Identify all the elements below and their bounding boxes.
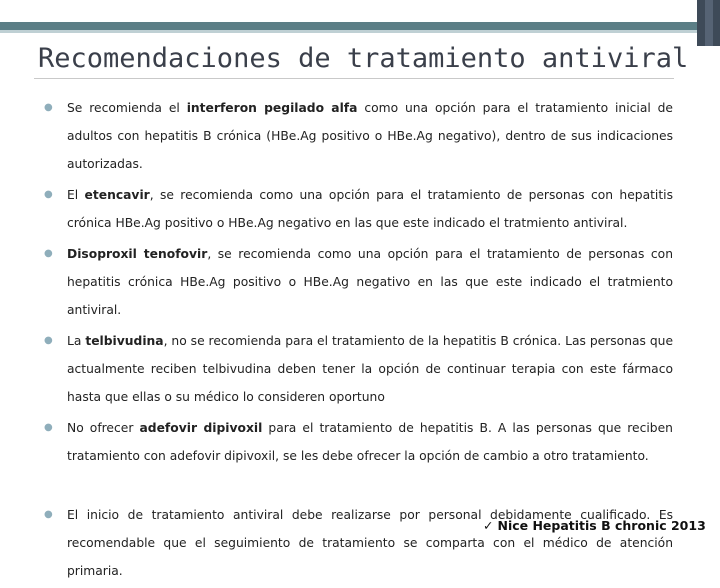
bullet-dot-icon: ●: [44, 335, 53, 346]
bullet-dot-icon: ●: [44, 102, 53, 113]
bullet-dot-icon: ●: [44, 422, 53, 433]
bullet-drug-name: adefovir dipivoxil: [139, 421, 263, 435]
bullet-dot-icon: ●: [44, 189, 53, 200]
bullet-drug-name: telbivudina: [85, 334, 164, 348]
bullet-text: , se recomienda como una opción para el tratamiento de personas con hepatitis crónica HBe.Ag positivo o HBe.Ag negativo en las que este indicado el tratmiento antiviral.: [67, 188, 673, 230]
header-band: [0, 22, 697, 30]
bullet-item: [44, 414, 673, 470]
check-icon: ✓: [483, 518, 494, 533]
bullet-text: para el tratamiento de hepatitis B. A las personas que reciben tratamiento con adefovir dipivoxil, se les debe ofrecer la opción de cambio a otro tratamiento.: [67, 421, 673, 463]
bullet-text: , no se recomienda para el tratamiento de la hepatitis B crónica. Las personas que actualmente reciben telbivudina deben tener la opción de continuar terapia con este fármaco hasta que ellas o su médico lo consideren oportuno: [67, 334, 674, 404]
title-divider: [34, 78, 674, 79]
bullet-text: , se recomienda como una opción para el tratamiento de personas con hepatitis crónica HBe.Ag positivo o HBe.Ag negativo en las que este indicado el tratmiento antiviral.: [67, 247, 673, 317]
bullet-text: como una opción para el tratamiento inicial de adultos con hepatitis B crónica (HBe.Ag positivo o HBe.Ag negativo), dentro de sus indicaciones autorizadas.: [67, 101, 674, 171]
bullet-item: [44, 94, 674, 178]
citation-text: Nice Hepatitis B chronic 2013: [497, 518, 706, 533]
bullet-list: [44, 94, 674, 588]
bullet-text: Se recomienda el: [67, 101, 187, 115]
bullet-drug-name: interferon pegilado alfa: [186, 101, 358, 115]
bullet-item: [44, 501, 673, 585]
bullet-text: El inicio de tratamiento antiviral debe realizarse por personal debidamente cualificado. Es recomendable que el seguimiento de tratamiento se comparta con el médico de atención primaria.: [67, 508, 673, 578]
header-band-highlight: [0, 30, 697, 33]
bullet-dot-icon: ●: [44, 248, 53, 259]
bullet-item: [44, 181, 673, 237]
bullet-text: La: [67, 334, 86, 348]
bullet-text: No ofrecer: [67, 421, 140, 435]
citation: [483, 518, 706, 533]
bullet-drug-name: etencavir: [84, 188, 150, 202]
bullet-drug-name: Disoproxil tenofovir: [67, 247, 208, 261]
corner-decoration-stripe: [705, 0, 713, 46]
slide-title: Recomendaciones de tratamiento antiviral: [38, 43, 689, 74]
bullet-item: [44, 327, 674, 411]
bullet-item: [44, 240, 673, 324]
bullet-text: El: [67, 188, 85, 202]
bullet-dot-icon: ●: [44, 509, 53, 520]
